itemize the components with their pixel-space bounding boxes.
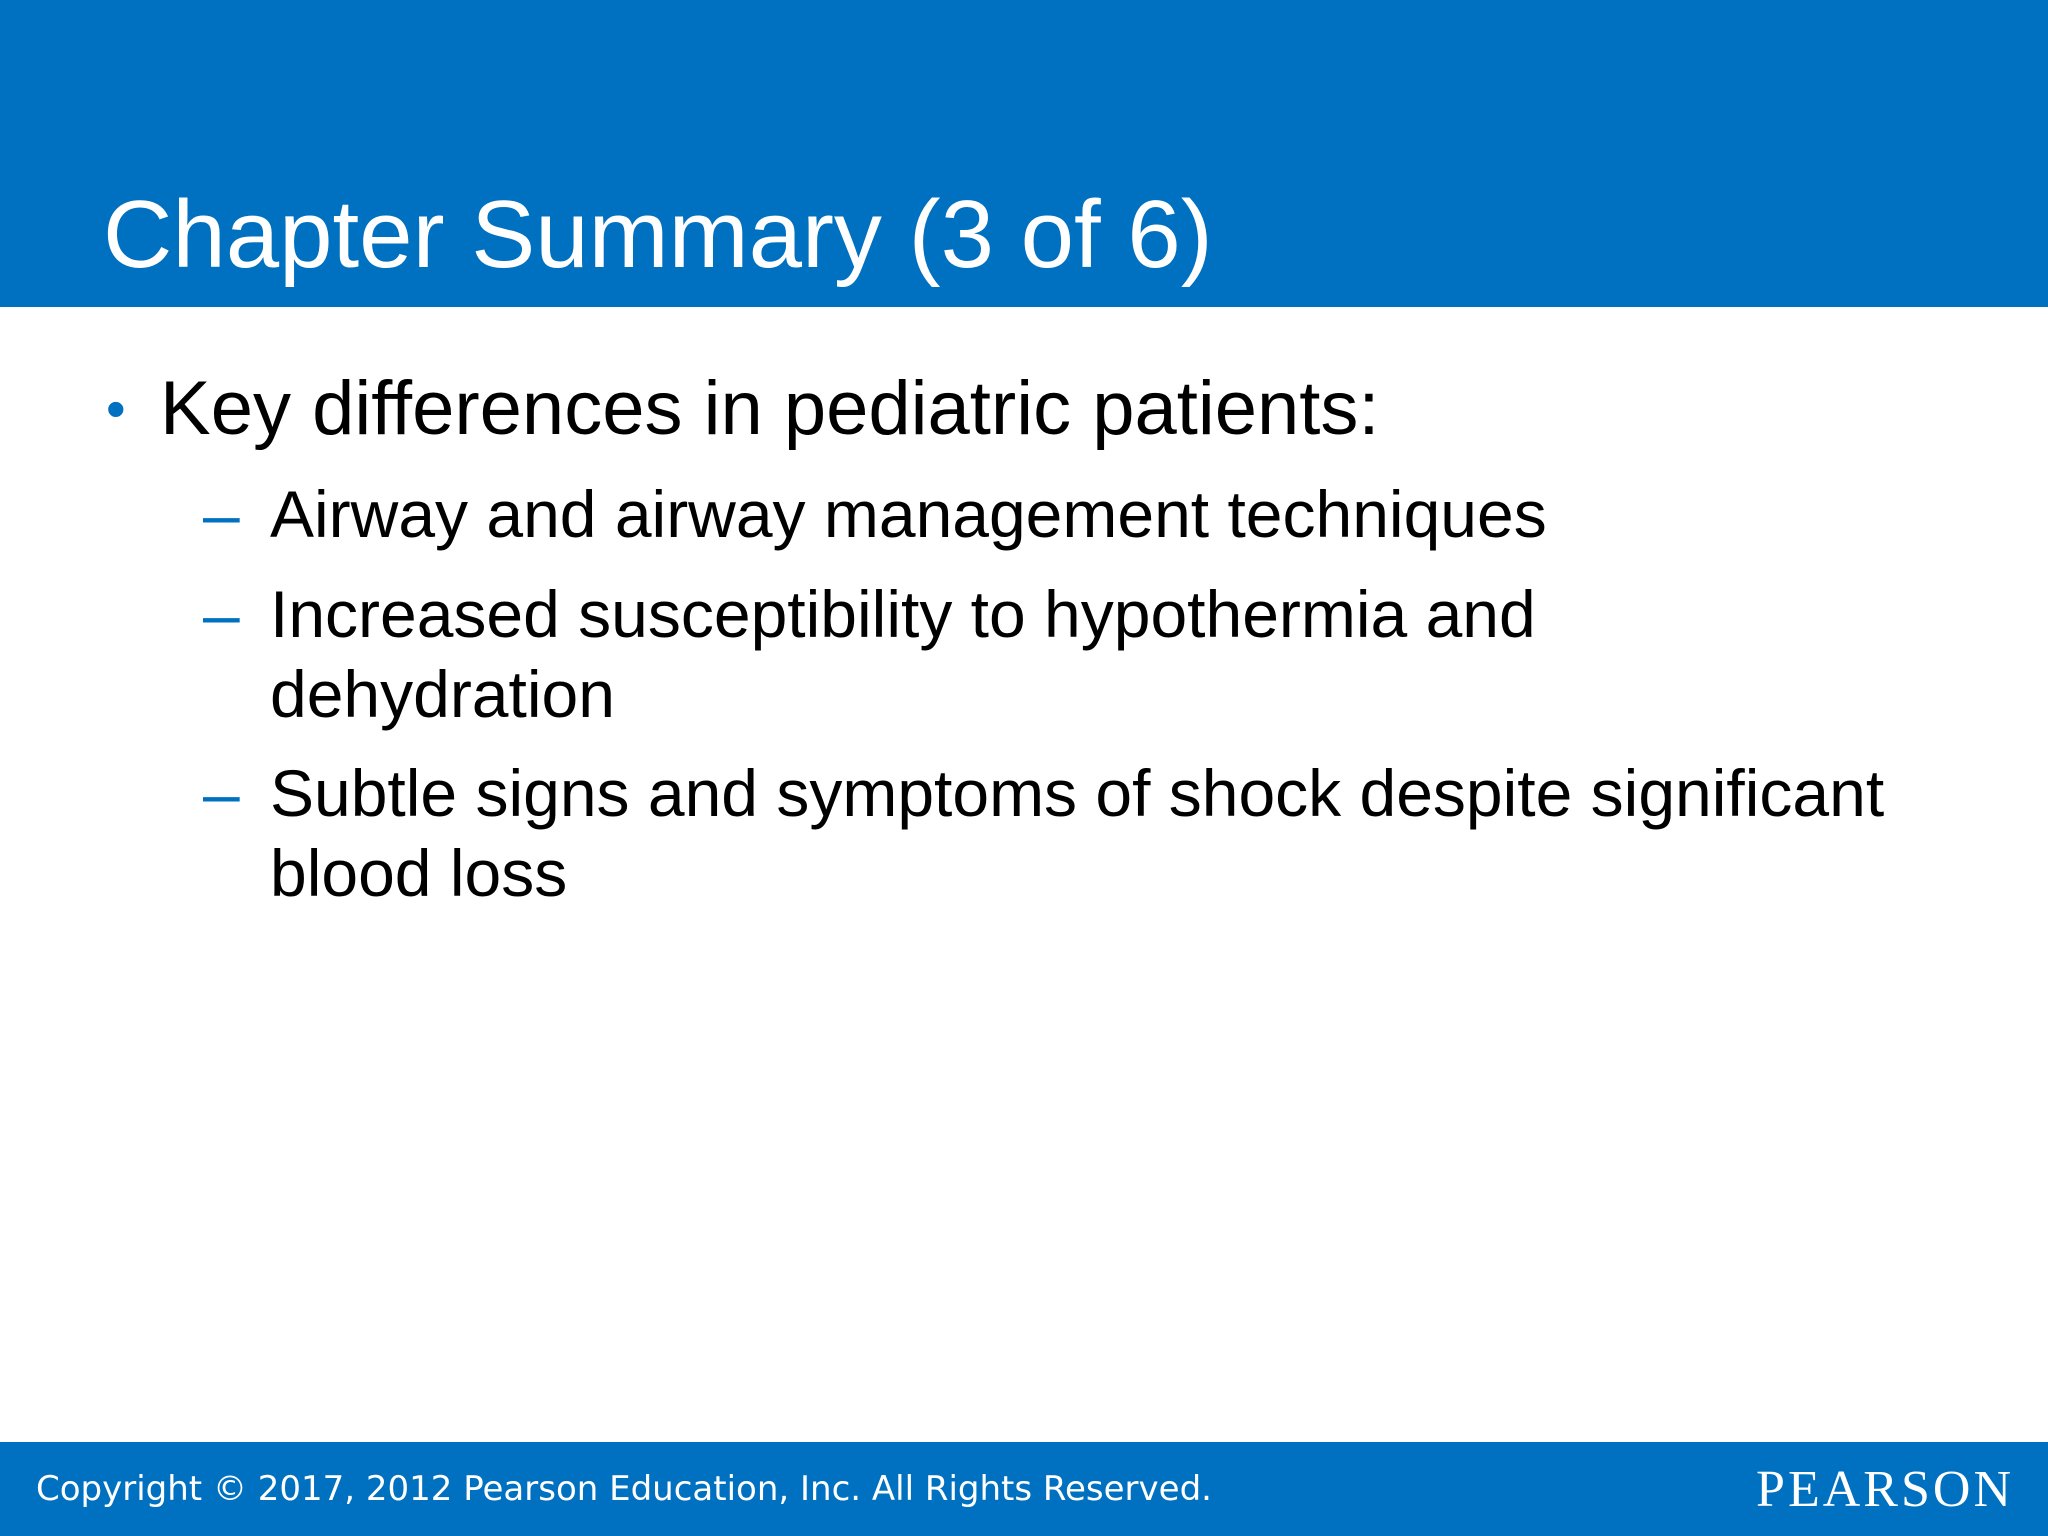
dash-icon: –	[203, 577, 240, 651]
dash-icon: –	[203, 756, 240, 830]
bullet-text: Key differences in pediatric patients:	[160, 366, 1380, 451]
copyright-notice: Copyright © 2017, 2012 Pearson Education, Inc. All Rights Reserved.	[36, 1469, 1212, 1509]
sub-bullet-text: Subtle signs and symptoms of shock despite significant blood loss	[270, 756, 1885, 910]
pearson-logo: PEARSON	[1756, 1461, 2014, 1518]
sub-bullet-text: Airway and airway management techniques	[270, 477, 1547, 551]
title-bar	[0, 0, 2048, 307]
footer-bar	[0, 1442, 2048, 1536]
bullet-dot-icon: •	[106, 377, 126, 440]
dash-icon: –	[203, 477, 240, 551]
sub-bullet-text: Increased susceptibility to hypothermia and dehydration	[270, 577, 1536, 731]
slide-title: Chapter Summary (3 of 6)	[103, 181, 1213, 288]
